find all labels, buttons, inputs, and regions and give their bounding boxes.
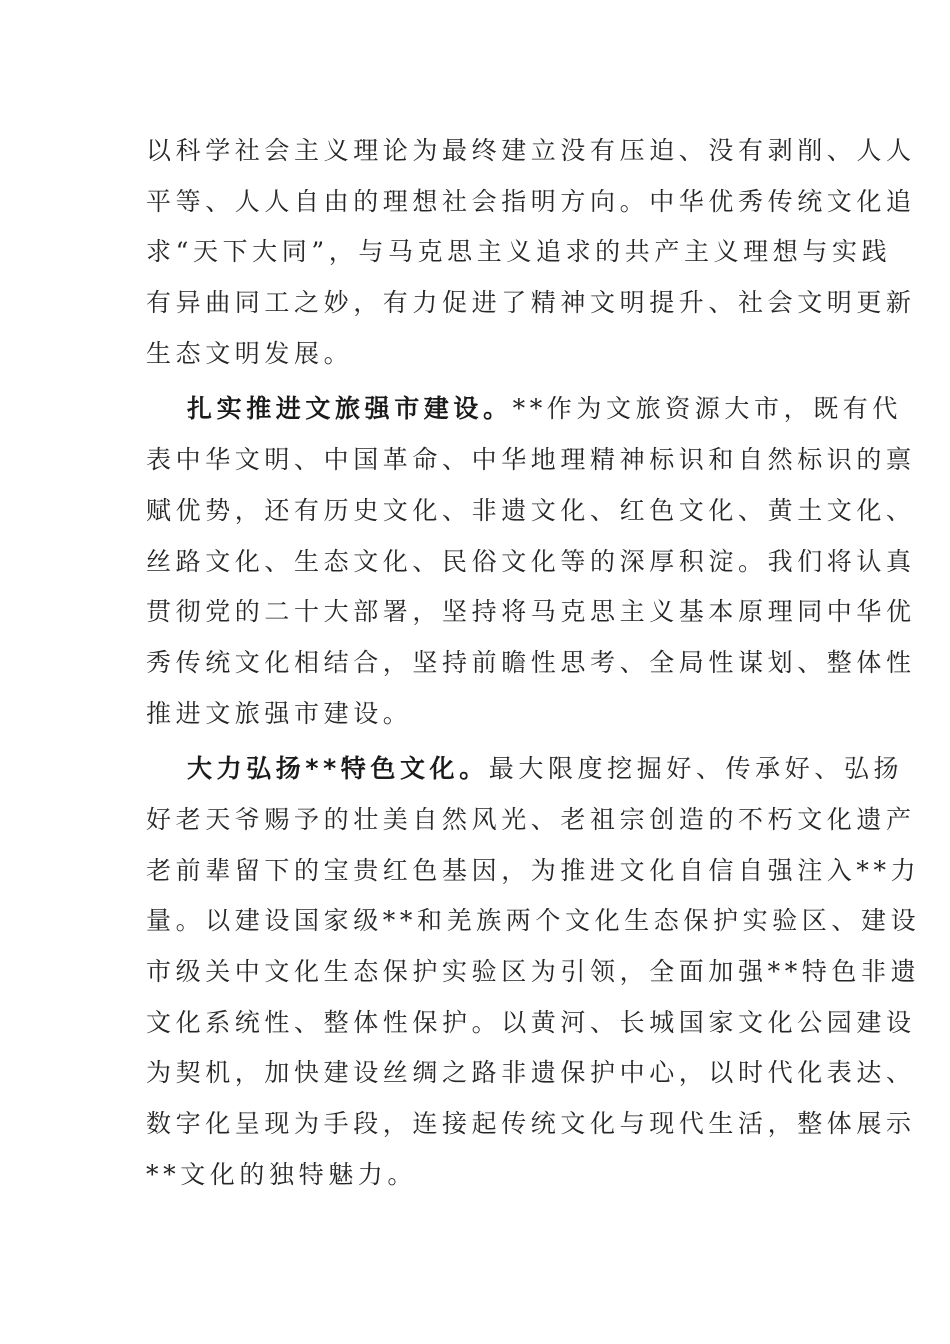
text-line: 有异曲同工之妙，有力促进了精神文明提升、社会文明更新 [146,288,916,318]
text-line: 表中华文明、中国革命、中华地理精神标识和自然标识的禀 [146,445,916,475]
text-line: 老前辈留下的宝贵红色基因，为推进文化自信自强注入**力 [146,855,921,885]
text-line: 丝路文化、生态文化、民俗文化等的深厚积淀。我们将认真 [146,546,916,576]
text-run: 最大限度挖掘好、传承好、弘扬 [488,754,904,784]
text-line: 生态文明发展。 [146,338,354,368]
text-line: 推进文旅强市建设。 [146,698,413,728]
paragraph-intro [146,126,916,379]
text-line: 平等、人人自由的理想社会指明方向。中华优秀传统文化追 [146,186,916,216]
section-heading: 大力弘扬**特色文化。 [187,754,489,784]
text-line: 好老天爷赐予的壮美自然风光、老祖宗创造的不朽文化遗产 [146,804,916,834]
paragraph-tourism [146,384,916,739]
text-line: 赋优势，还有历史文化、非遗文化、红色文化、黄土文化、 [146,495,916,525]
text-line: 量。以建设国家级**和羌族两个文化生态保护实验区、建设 [146,906,921,936]
document-page [146,126,921,1205]
text-line: 以科学社会主义理论为最终建立没有压迫、没有剥削、人人 [146,136,916,165]
text-line: 求“天下大同”，与马克思主义追求的共产主义理想与实践 [146,237,892,267]
text-line [146,384,903,435]
text-line [146,744,904,795]
text-line: 贯彻党的二十大部署，坚持将马克思主义基本原理同中华优 [146,597,916,627]
paragraph-culture [146,744,921,1200]
text-line: 秀传统文化相结合，坚持前瞻性思考、全局性谋划、整体性 [146,647,916,677]
text-line: 文化系统性、整体性保护。以黄河、长城国家文化公园建设 [146,1007,916,1037]
text-run: **作为文旅资源大市，既有代 [512,394,903,424]
text-line: 数字化呈现为手段，连接起传统文化与现代生活，整体展示 [146,1109,916,1139]
text-line: **文化的独特魅力。 [146,1159,418,1189]
text-line: 为契机，加快建设丝绸之路非遗保护中心，以时代化表达、 [146,1058,916,1088]
section-heading: 扎实推进文旅强市建设。 [187,394,513,424]
text-line: 市级关中文化生态保护实验区为引领，全面加强**特色非遗 [146,957,921,986]
